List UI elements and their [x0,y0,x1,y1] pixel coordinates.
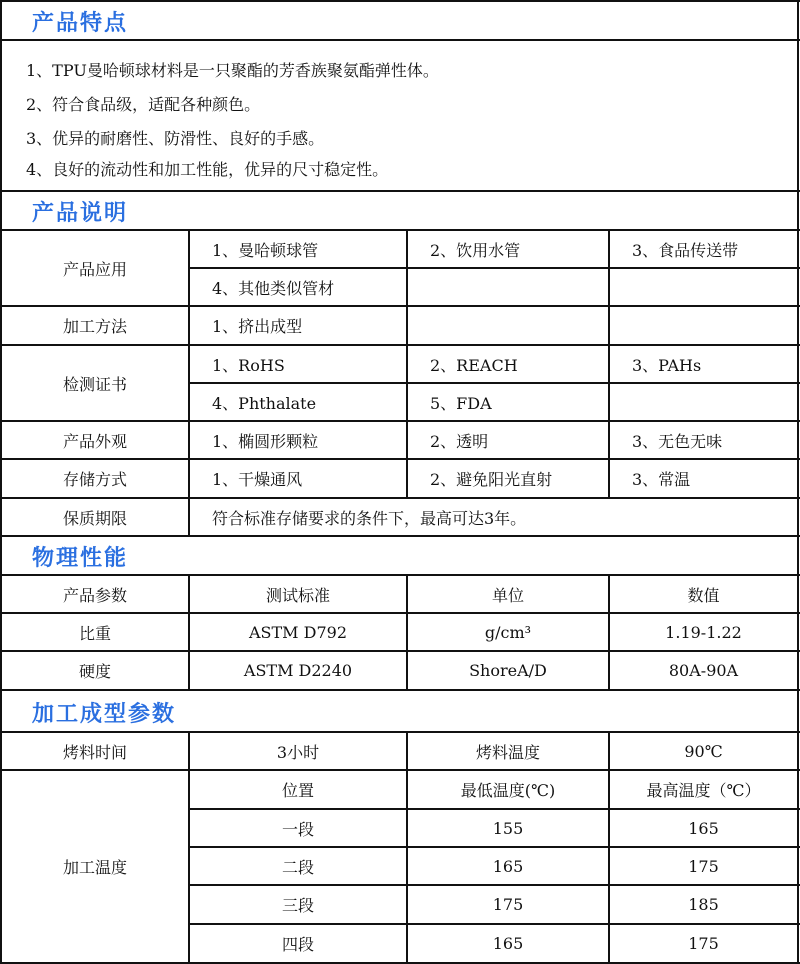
section-title-processing: 加工成型参数 [32,702,177,727]
cell-value: 符合标准存储要求的条件下，最高可达3年。 [212,508,527,528]
table-cell: 四段 [281,935,314,954]
cell-value: 3、PAHs [632,355,702,375]
cell-value: 1、干燥通风 [212,470,303,489]
table-cell: 90℃ [684,741,723,761]
table-cell: 比重 [78,623,111,643]
cell-value: 5、FDA [430,393,492,413]
divider [0,535,800,537]
cell-value: 3、无色无味 [632,431,723,451]
cell-value: 1、挤出成型 [212,317,303,336]
table-cell: 烤料时间 [62,742,127,762]
row-label: 加工温度 [62,858,127,877]
column-header: 单位 [491,585,524,605]
column-header: 位置 [281,781,314,800]
table-cell: 175 [688,934,719,953]
row-label: 保质期限 [62,508,127,528]
cell-value: 1、曼哈顿球管 [212,240,319,260]
table-cell: g/cm³ [484,622,532,642]
table-cell: 三段 [281,896,314,915]
cell-value: 2、透明 [430,431,489,451]
table-cell: 1.19-1.22 [665,622,742,642]
row-label: 存储方式 [62,470,127,489]
column-header: 测试标准 [265,585,330,605]
cell-value: 1、RoHS [212,355,285,375]
divider [0,0,800,2]
cell-value: 2、饮用水管 [430,240,521,260]
feature-item: 2、符合食品级，适配各种颜色。 [26,95,261,114]
section-title-features: 产品特点 [32,11,129,36]
cell-value: 2、REACH [430,355,518,375]
table-cell: 硬度 [78,662,111,681]
row-label: 产品应用 [62,259,127,279]
feature-item: 4、良好的流动性和加工性能，优异的尺寸稳定性。 [26,160,389,179]
cell-value: 2、避免阳光直射 [430,470,553,489]
cell-value: 1、椭圆形颗粒 [212,431,319,451]
column-header: 数值 [687,585,720,605]
row-label: 加工方法 [62,317,127,336]
table-cell: ShoreA/D [469,661,547,680]
table-cell: ASTM D792 [248,622,348,642]
cell-value: 4、Phthalate [212,393,317,413]
cell-value: 3、常温 [632,470,691,489]
table-cell: 165 [492,934,524,953]
feature-item: 3、优异的耐磨性、防滑性、良好的手感。 [26,129,325,148]
table-cell: 80A-90A [668,661,739,680]
divider [0,689,800,691]
divider [0,190,800,192]
feature-item: 1、TPU曼哈顿球材料是一只聚酯的芳香族聚氨酯弹性体。 [26,61,439,80]
column-header: 产品参数 [62,585,127,605]
table-cell: 175 [688,856,719,876]
border-right [797,0,799,964]
column-header: 最低温度(℃) [460,781,556,800]
cell-value: 4、其他类似管材 [212,278,335,298]
cell-value: 3、食品传送带 [632,240,739,260]
table-cell: 165 [492,856,524,876]
table-cell: 3小时 [276,742,320,762]
section-title-description: 产品说明 [32,201,129,226]
table-cell: 烤料温度 [475,742,540,762]
table-cell: 175 [492,895,524,914]
column-header: 最高温度（℃） [646,781,761,800]
table-cell: ASTM D2240 [243,661,353,680]
divider [0,39,800,41]
row-label: 检测证书 [62,374,127,394]
section-title-physical: 物理性能 [32,546,129,571]
table-cell: 155 [492,818,524,838]
table-cell: 165 [688,818,719,838]
table-cell: 二段 [281,857,314,877]
row-label: 产品外观 [62,431,127,451]
table-cell: 一段 [281,819,314,839]
table-cell: 185 [688,895,719,914]
